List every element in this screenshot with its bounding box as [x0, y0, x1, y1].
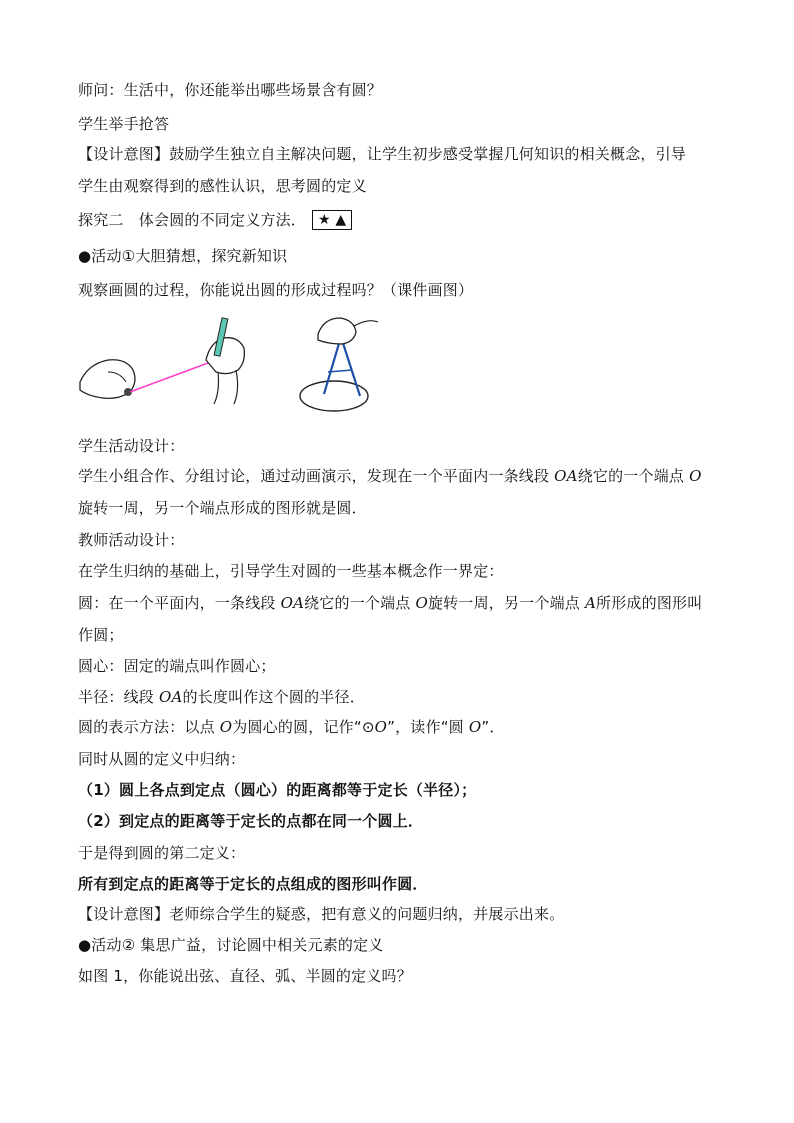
circle-definition-2: 作圆；: [78, 626, 124, 644]
difficulty-badge: ★ ▲: [312, 210, 352, 230]
teacher-question: 师问：生活中，你还能举出哪些场景含有圆？: [78, 81, 383, 99]
student-answer: 学生举手抢答: [78, 115, 170, 133]
text-run: 绕它的一个端点: [577, 467, 690, 485]
point-o: O: [219, 718, 233, 736]
figure-one-question: 如图 1，你能说出弦、直径、弧、半圆的定义吗？: [78, 967, 412, 985]
design-intent-2: 【设计意图】老师综合学生的疑惑，把有意义的问题归纳，并展示出来。: [78, 905, 565, 923]
summary-point-2: （2）到定点的距离等于定长的点都在同一个圆上．: [78, 812, 424, 830]
explore-two-text: 探究二 体会圆的不同定义方法．: [78, 211, 307, 229]
segment-oa: OA: [158, 688, 183, 706]
summary-point-1: （1）圆上各点到定点（圆心）的距离都等于定长（半径）；: [78, 781, 477, 799]
summary-intro: 同时从圆的定义中归纳：: [78, 750, 246, 768]
second-definition-intro: 于是得到圆的第二定义：: [78, 844, 246, 862]
center-definition: 圆心：固定的端点叫作圆心；: [78, 657, 276, 675]
activity-one-heading: ●活动①大胆猜想，探究新知识: [78, 247, 288, 265]
text-run: 旋转一周，另一个端点: [427, 594, 585, 612]
text-run: 学生小组合作、分组讨论，通过动画演示，发现在一个平面内一条线段: [78, 467, 555, 485]
text-run: ”，读作“圆: [387, 718, 469, 736]
point-o: O: [689, 467, 702, 485]
second-definition: 所有到定点的距离等于定长的点组成的图形叫作圆．: [78, 875, 428, 893]
teacher-activity-heading: 教师活动设计：: [78, 531, 185, 549]
point-o: O: [415, 594, 428, 612]
student-activity-text-1: [78, 466, 702, 486]
point-o: O: [468, 718, 482, 736]
explore-two-heading: [78, 210, 352, 230]
segment-oa: OA: [280, 594, 305, 612]
text-run: 圆：在一个平面内，一条线段: [78, 594, 281, 612]
teacher-activity-text: 在学生归纳的基础上，引导学生对圆的一些基本概念作一界定：: [78, 562, 504, 580]
text-run: 为圆心的圆，记作“⊙: [232, 718, 375, 736]
student-activity-text-2: 旋转一周，另一个端点形成的图形就是圆．: [78, 499, 367, 517]
observe-question: 观察画圆的过程，你能说出圆的形成过程吗？（课件画图）: [78, 281, 474, 299]
circle-notation: [78, 717, 505, 737]
circle-drawing-figure: [78, 312, 378, 417]
segment-oa: OA: [554, 467, 578, 485]
text-run: 绕它的一个端点: [304, 594, 416, 612]
text-run: 圆的表示方法：以点: [78, 718, 220, 736]
compass-drawing-illustration: [300, 318, 378, 411]
text-run: 的长度叫作这个圆的半径．: [182, 688, 365, 706]
point-o: O: [374, 718, 388, 736]
string-drawing-illustration: [80, 318, 244, 404]
text-run: 半径：线段: [78, 688, 159, 706]
radius-definition: [78, 687, 365, 707]
text-run: ”．: [481, 718, 505, 736]
design-intent-1b: 学生由观察得到的感性认识，思考圆的定义: [78, 177, 367, 195]
student-activity-heading: 学生活动设计：: [78, 437, 185, 455]
circle-definition-1: [78, 593, 702, 613]
activity-two-heading: ●活动② 集思广益，讨论圆中相关元素的定义: [78, 936, 384, 954]
text-run: 所形成的图形叫: [596, 594, 703, 612]
point-a: A: [584, 594, 597, 612]
design-intent-1a: 【设计意图】鼓励学生独立自主解决问题，让学生初步感受掌握几何知识的相关概念，引导: [78, 145, 687, 163]
